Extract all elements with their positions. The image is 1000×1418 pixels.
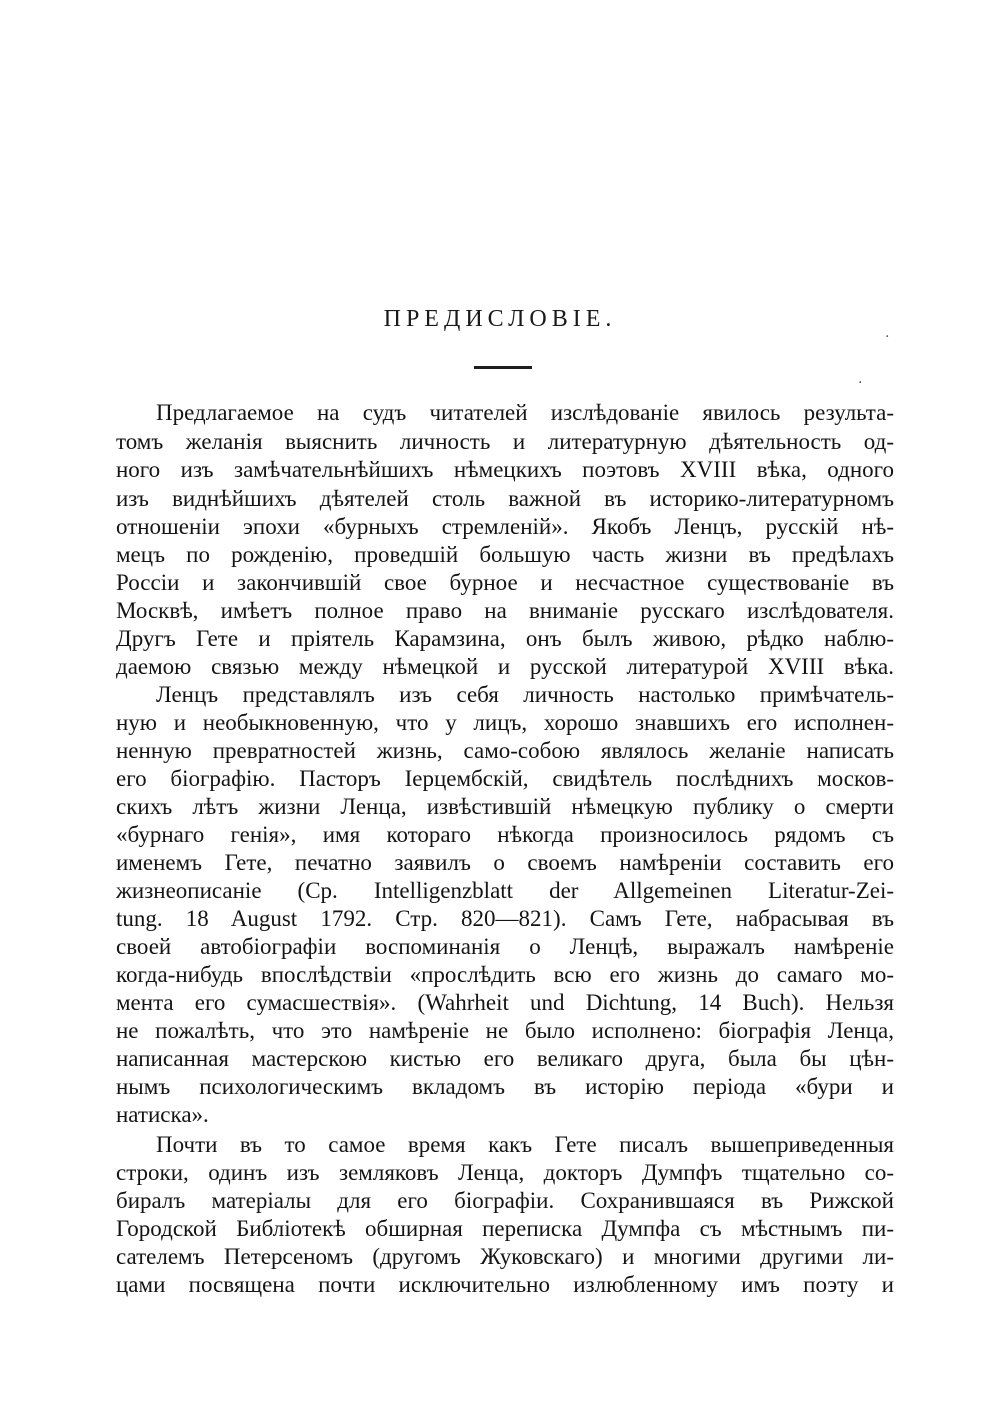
text-line: написанная мастерскою кистью его великаго друга, была бы цѣн- (116, 1046, 894, 1071)
text-line: даемою связью между нѣмецкой и русской литературой XVIII вѣка. (116, 654, 894, 679)
print-speck: · (858, 375, 863, 391)
text-line: биралъ матеріалы для его біографіи. Сохранившаяся въ Рижской (116, 1188, 894, 1213)
text-line: ненную превратностей жизнь, само-собою являлось желаніе написать (116, 738, 894, 763)
text-line: томъ желанія выяснить личность и литературную дѣятельность од- (116, 429, 894, 454)
text-line: Москвѣ, имѣетъ полное право на вниманіе русскаго изслѣдователя. (116, 598, 894, 623)
text-line: Почти въ то самое время какъ Гете писалъ вышеприведенныя (156, 1132, 894, 1157)
text-line: жизнеописаніе (Ср. Intelligenzblatt der Allgemeinen Literatur-Zei- (116, 878, 894, 903)
text-line: ную и необыкновенную, что у лицъ, хорошо знавшихъ его исполнен- (116, 710, 894, 735)
text-line: Россіи и закончившій свое бурное и несчастное существованіе въ (116, 570, 894, 595)
text-line: tung. 18 August 1792. Стр. 820—821). Самъ Гете, набрасывая въ (116, 906, 894, 931)
text-line: Предлагаемое на судъ читателей изслѣдованіе явилось результа- (156, 400, 894, 425)
text-line: мента его сумасшествія». (Wahrheit und Dichtung, 14 Buch). Нельзя (116, 990, 894, 1015)
text-line: отношеніи эпохи «бурныхъ стремленій». Якобъ Ленцъ, русскій нѣ- (116, 514, 894, 539)
text-line: ного изъ замѣчательнѣйшихъ нѣмецкихъ поэтовъ XVIII вѣка, одного (116, 457, 894, 482)
text-line: скихъ лѣтъ жизни Ленца, извѣстившій нѣмецкую публику о смерти (116, 794, 894, 819)
text-line: своей автобіографіи воспоминанія о Ленцѣ, выражалъ намѣреніе (116, 934, 894, 959)
text-line: сателемъ Петерсеномъ (другомъ Жуковскаго) и многими другими ли- (116, 1244, 894, 1269)
text-line: мецъ по рожденію, проведшій большую часть жизни въ предѣлахъ (116, 542, 894, 567)
text-line: «бурнаго генія», имя котораго нѣкогда произносилось рядомъ съ (116, 822, 894, 847)
text-line: Городской Библіотекѣ обширная переписка Думпфа съ мѣстнымъ пи- (116, 1216, 894, 1241)
text-line: Ленцъ представлялъ изъ себя личность настолько примѣчатель- (156, 682, 894, 707)
text-line: именемъ Гете, печатно заявилъ о своемъ намѣреніи составить его (116, 850, 894, 875)
text-line: когда-нибудь впослѣдствіи «прослѣдить всю его жизнь до самаго мо- (116, 962, 894, 987)
text-line: изъ виднѣйшихъ дѣятелей столь важной въ историко-литературномъ (116, 486, 894, 511)
text-line: строки, одинъ изъ земляковъ Ленца, докторъ Думпфъ тщательно со- (116, 1160, 894, 1185)
text-line: нымъ психологическимъ вкладомъ въ исторію періода «бури и (116, 1074, 894, 1099)
text-line: натиска». (116, 1102, 209, 1127)
text-line: его біографію. Пасторъ Іерцембскій, свидѣтель послѣднихъ москов- (116, 766, 894, 791)
page-title: ПРЕДИСЛОВІЕ. (383, 306, 617, 332)
text-line: не пожалѣть, что это намѣреніе не было исполнено: біографія Ленца, (116, 1018, 894, 1043)
title-divider (474, 366, 532, 369)
text-line: Другъ Гете и пріятель Карамзина, онъ былъ живою, рѣдко наблю- (116, 626, 894, 651)
print-speck: · (885, 329, 890, 345)
text-line: цами посвящена почти исключительно излюбленному имъ поэту и (116, 1272, 894, 1297)
